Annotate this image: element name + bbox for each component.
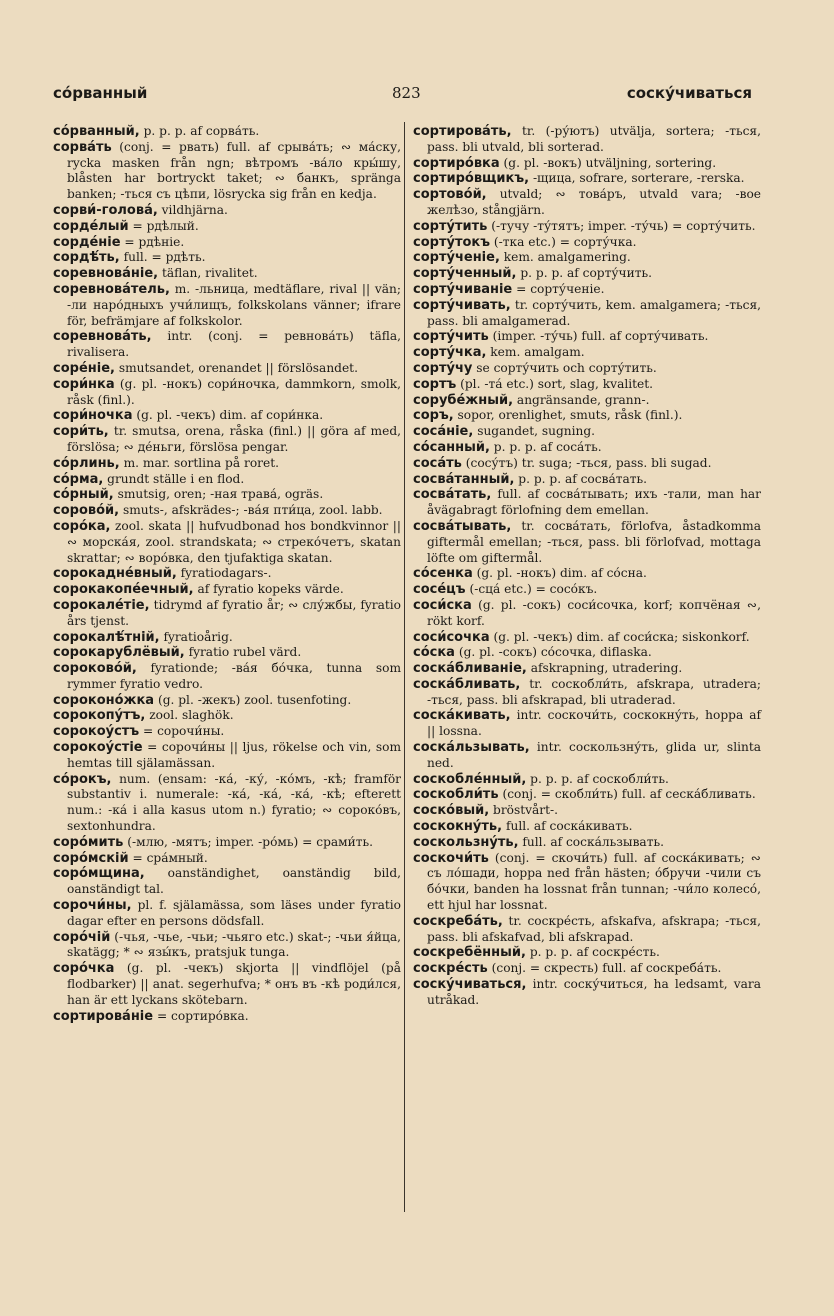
entry-headword: сосва́тать,: [413, 487, 492, 503]
entry-definition: (g. pl. -вокъ) utväljning, sortering.: [503, 155, 717, 170]
entry-definition: p. p. p. af сосва́тать.: [518, 471, 647, 486]
dictionary-entry: [53, 772, 401, 835]
entry-definition: full. af соска́льзывать.: [522, 834, 664, 849]
entry-definition: zool. slaghök.: [149, 708, 234, 723]
entry-headword: соска́бливаніе,: [413, 661, 527, 677]
dictionary-entry: [53, 645, 401, 661]
dictionary-entry: [53, 930, 401, 962]
entry-headword: сори́ть,: [53, 424, 109, 440]
entry-definition: p. p. p. af соскре́сть.: [529, 945, 660, 960]
entry-headword: соси́ска: [413, 597, 472, 613]
entry-definition: angränsande, grann-.: [516, 392, 650, 407]
entry-definition: oanständighet, oanständig bild, oanständigt tal.: [67, 866, 401, 897]
entry-headword: сорокале́тіе,: [53, 597, 150, 613]
entry-headword: сори́нка: [53, 376, 115, 392]
dictionary-entry: [413, 235, 761, 251]
entry-headword: со́сенка: [413, 566, 473, 582]
entry-headword: сорокадне́вный,: [53, 566, 177, 582]
dictionary-entry: [53, 630, 401, 646]
entry-definition: intr. соскользну́ть, glida ur, slinta ned.: [427, 740, 761, 770]
right-column: [413, 124, 761, 1009]
entry-definition: (g. pl. -жекъ) zool. tusenfoting.: [157, 692, 352, 707]
dictionary-entry: [413, 456, 761, 472]
dictionary-entry: [413, 266, 761, 282]
dictionary-entry: [413, 772, 761, 788]
entry-headword: соревнова́ть,: [53, 329, 152, 345]
dictionary-entry: [413, 566, 761, 582]
entry-definition: p. p. p. af соскобли́ть.: [530, 771, 669, 786]
dictionary-entry: [53, 235, 401, 251]
dictionary-entry: [53, 661, 401, 693]
dictionary-entry: [53, 377, 401, 409]
entry-definition: = сорочи́ны.: [143, 724, 225, 739]
entry-headword: со́рный,: [53, 487, 114, 503]
dictionary-entry: [53, 408, 401, 424]
entry-headword: сорокакопе́ечный,: [53, 582, 194, 598]
dictionary-entry: [53, 851, 401, 867]
entry-headword: соро́чка: [53, 961, 115, 977]
entry-headword: сорту́чу: [413, 360, 473, 376]
dictionary-entry: [53, 250, 401, 266]
entry-definition: tr. соскобли́ть, afskrapa, utradera; -ться, pass. bli afskrapad, bli utraderad.: [427, 676, 761, 707]
dictionary-entry: [413, 171, 761, 187]
dictionary-entry: [53, 519, 401, 566]
dictionary-entry: [53, 140, 401, 203]
entry-definition: (g. pl. -чекъ) skjorta || vindflöjel (på flodbarker) || anat. segerhufva; * онъ въ -кѣ роди́лся, han är ett lyckans skötebarn.: [67, 961, 401, 1007]
entry-headword: coса́ніе,: [413, 424, 474, 440]
header-right-headword: соску́чиваться: [626, 84, 752, 102]
entry-definition: = сорочи́ны || ljus, rökelse och vin, som hemtas till själamässan.: [67, 740, 402, 770]
entry-definition: (conj. = скочи́ть) full. af соска́кивать; ∾ съ ло́шади, hoppa ned från hästen; о́бручи -чили съ бо́чки, banden ha lossnat från tunnan; -чи́ло колесо́, ett hjul har lossnat.: [427, 850, 762, 913]
entry-definition: tr. smutsa, orena, råska (finl.) || göra af med, förslösa; ∾ де́ньги, förslösa pengar.: [67, 424, 402, 454]
entry-definition: m. -льница, medtäflare, rival || vän; -ли наро́дныхъ учи́лищъ, folkskolans vänner; ifrare för, befrämjare af folkskolor.: [67, 281, 401, 328]
dictionary-entry: [413, 851, 761, 914]
dictionary-entry: [53, 282, 401, 329]
entry-headword: сороконо́жка: [53, 692, 155, 708]
dictionary-entry: [53, 708, 401, 724]
entry-definition: (-тучу -ту́тятъ; imper. -ту́чь) = сорту́чить.: [491, 218, 756, 233]
dictionary-entry: [413, 393, 761, 409]
entry-definition: full. af соска́кивать.: [505, 819, 633, 834]
dictionary-entry: [53, 266, 401, 282]
entry-headword: со́рванный,: [53, 124, 140, 139]
entry-definition: = сра́мный.: [132, 850, 208, 865]
dictionary-entry: [53, 456, 401, 472]
entry-definition: (pl. -та́ etc.) sort, slag, kvalitet.: [460, 376, 654, 391]
page-number: 823: [392, 84, 421, 102]
dictionary-entry: [53, 898, 401, 930]
dictionary-entry: [413, 677, 761, 709]
entry-headword: сортирова́ть,: [413, 124, 512, 139]
entry-definition: smutsig, oren; -ная трава́, ogräs.: [117, 487, 324, 502]
entry-headword: соро́мщина,: [53, 866, 145, 882]
entry-definition: intr. (conj. = ревнова́ть) täfla, rivalisera.: [67, 329, 401, 360]
entry-definition: (-тка etc.) = сорту́чка.: [493, 234, 637, 249]
entry-definition: (-чья, -чье, -чьи; -чьяго etc.) skat-; -чьи я́йца, skatägg; * ∾ язы́къ, pratsjuk tunga.: [67, 929, 402, 960]
entry-definition: bröstvårt-.: [493, 803, 558, 818]
entry-headword: сорде́лый: [53, 218, 129, 234]
left-column: [53, 124, 401, 1024]
entry-definition: = рдѣніе.: [124, 234, 185, 249]
entry-definition: tr. соскре́сть, afskafva, afskrapa; -ться, pass. bli afskafvad, bli afskrapad.: [427, 913, 761, 944]
entry-definition: utvald; ∾ това́ръ, utvald vara; -вое желѣзо, stångjärn.: [427, 187, 761, 217]
dictionary-entry: [413, 977, 761, 1009]
entry-definition: kem. amalgamering.: [503, 250, 631, 265]
dictionary-entry: [53, 424, 401, 456]
entry-headword: сорубе́жный,: [413, 392, 514, 408]
entry-definition: (-млю, -мятъ; imper. -ро́мь) = срами́ть.: [127, 834, 374, 849]
dictionary-entry: [413, 645, 761, 661]
dictionary-entry: [413, 124, 761, 156]
dictionary-entry: [413, 708, 761, 740]
entry-headword: соскользну́ть,: [413, 834, 519, 850]
entry-headword: сорту́чить: [413, 329, 489, 345]
entry-headword: сорви́-голова́,: [53, 202, 158, 218]
entry-headword: сорокоу́стъ: [53, 724, 140, 740]
entry-definition: fyrationde; -ва́я бо́чка, tunna som rymmer fyratio vedro.: [67, 661, 401, 691]
dictionary-entry: [53, 866, 401, 898]
entry-headword: сорокоу́стіе: [53, 740, 143, 756]
dictionary-entry: [413, 598, 761, 630]
dictionary-entry: [413, 961, 761, 977]
dictionary-entry: [413, 945, 761, 961]
dictionary-entry: [413, 582, 761, 598]
entry-definition: (conj. = скресть) full. af соскреба́ть.: [491, 961, 722, 976]
dictionary-entry: [413, 377, 761, 393]
dictionary-entry: [413, 835, 761, 851]
dictionary-entry: [413, 440, 761, 456]
dictionary-entry: [413, 156, 761, 172]
dictionary-entry: [413, 187, 761, 219]
entry-headword: со́рокъ,: [53, 771, 112, 787]
entry-definition: smutsandet, orenandet || förslösandet.: [118, 360, 358, 375]
entry-definition: full. af сосва́тывать; ихъ -тали, man har åvägabragt förlofning dem emellan.: [427, 487, 762, 518]
entry-headword: соръ,: [413, 408, 454, 424]
dictionary-entry: [413, 819, 761, 835]
entry-definition: p. p. p. af сорва́ть.: [143, 124, 260, 138]
dictionary-entry: [413, 740, 761, 772]
dictionary-entry: [413, 219, 761, 235]
entry-headword: соско́вый,: [413, 803, 490, 819]
dictionary-entry: [53, 566, 401, 582]
entry-headword: сорту́чиваніе: [413, 281, 513, 297]
entry-headword: сорту́ченіе,: [413, 250, 500, 266]
entry-definition: (g. pl. -сокъ) со́сочка, diflaska.: [458, 645, 652, 660]
entry-definition: sugandet, sugning.: [477, 424, 596, 439]
dictionary-entry: [413, 361, 761, 377]
header-left-headword: со́рванный: [53, 84, 148, 102]
dictionary-entry: [53, 472, 401, 488]
entry-headword: сорокопу́тъ,: [53, 708, 146, 724]
entry-definition: tr. сосва́тать, förlofva, åstadkomma giftermål emellan; -ться, pass. bli förlofvad, mottaga löfte om giftermål.: [427, 518, 761, 565]
dictionary-entry: [53, 740, 401, 772]
entry-headword: соро́мскій: [53, 850, 129, 866]
entry-headword: сорту́тить: [413, 218, 488, 234]
entry-headword: сортово́й,: [413, 187, 487, 203]
dictionary-entry: [413, 282, 761, 298]
entry-headword: соре́ніе,: [53, 360, 115, 376]
entry-definition: fyratiodagars-.: [180, 566, 272, 581]
dictionary-entry: [413, 661, 761, 677]
entry-headword: со́рлинь,: [53, 455, 120, 471]
entry-definition: intr. соску́читься, ha ledsamt, vara utråkad.: [427, 977, 761, 1007]
entry-definition: (imper. -ту́чь) full. af сорту́чивать.: [492, 329, 709, 344]
entry-definition: afskrapning, utradering.: [530, 661, 683, 676]
entry-definition: (g. pl. -сокъ) соси́сочка, korf; копчёная ∾, rökt korf.: [427, 597, 761, 628]
entry-definition: -щица, sofrare, sorterare, -rerska.: [532, 171, 745, 186]
dictionary-entry: [53, 693, 401, 709]
entry-definition: täflan, rivalitet.: [161, 266, 258, 281]
entry-headword: соскреба́ть,: [413, 913, 503, 929]
entry-headword: соскобли́ть: [413, 787, 499, 803]
entry-definition: sopor, orenlighet, smuts, råsk (finl.).: [457, 408, 683, 423]
dictionary-entry: [53, 361, 401, 377]
dictionary-entry: [413, 472, 761, 488]
dictionary-entry: [53, 124, 401, 140]
entry-definition: = сортиро́вка.: [156, 1008, 249, 1023]
entry-headword: соро́чій: [53, 929, 111, 945]
dictionary-entry: [53, 487, 401, 503]
entry-definition: (g. pl. -чекъ) dim. af соси́ска; siskonkorf.: [493, 629, 750, 644]
entry-headword: сордѣ́ть,: [53, 250, 120, 266]
entry-headword: со́санный,: [413, 439, 490, 455]
entry-headword: соскребённый,: [413, 945, 526, 961]
entry-headword: соро́мить: [53, 834, 124, 850]
dictionary-entry: [413, 298, 761, 330]
entry-headword: сори́ночка: [53, 408, 133, 424]
dictionary-entry: [413, 630, 761, 646]
dictionary-entry: [53, 503, 401, 519]
entry-headword: соскобле́нный,: [413, 771, 527, 787]
entry-headword: соска́бливать,: [413, 676, 521, 692]
entry-definition: af fyratio kopeks värde.: [197, 582, 344, 597]
dictionary-entry: [413, 424, 761, 440]
dictionary-entry: [413, 250, 761, 266]
entry-definition: p. p. p. af соса́ть.: [493, 439, 602, 454]
entry-definition: smuts-, afskrädes-; -ва́я пти́ца, zool. labb.: [122, 503, 383, 518]
dictionary-entry: [413, 803, 761, 819]
entry-headword: сорово́й,: [53, 503, 120, 519]
dictionary-entry: [413, 787, 761, 803]
entry-definition: m. mar. sortlina på roret.: [123, 455, 279, 470]
entry-definition: (conj. = скобли́ть) full. af сеска́бливать.: [502, 787, 756, 802]
entry-definition: pl. f. själamässa, som läses under fyratio dagar efter en persons dödsfall.: [67, 898, 401, 928]
dictionary-entry: [53, 582, 401, 598]
dictionary-entry: [53, 598, 401, 630]
entry-headword: сорту́токъ: [413, 234, 491, 250]
entry-definition: (-сца́ etc.) = сосо́къ.: [469, 582, 598, 597]
entry-headword: соскочи́ть: [413, 850, 489, 866]
entry-definition: se сорту́чить och сорту́тить.: [476, 360, 657, 375]
entry-definition: full. = рдѣть.: [123, 250, 206, 265]
entry-definition: = сорту́ченіе.: [516, 281, 605, 296]
entry-definition: intr. соскочи́ть, соскокну́ть, hoppa af || lossna.: [427, 708, 762, 739]
entry-headword: соскре́сть: [413, 961, 488, 977]
dictionary-entry: [53, 203, 401, 219]
entry-definition: kem. amalgam.: [490, 345, 585, 360]
entry-headword: сорту́чивать,: [413, 297, 511, 313]
dictionary-entry: [53, 835, 401, 851]
entry-headword: сорва́ть: [53, 139, 112, 155]
entry-definition: grundt ställe i en flod.: [107, 471, 245, 486]
entry-definition: = рдѣлый.: [132, 218, 199, 233]
dictionary-entry: [53, 219, 401, 235]
dictionary-entry: [53, 329, 401, 361]
entry-headword: соску́чиваться,: [413, 977, 527, 993]
entry-definition: (g. pl. -нокъ) сори́ночка, dammkorn, smolk, råsk (finl.).: [67, 376, 402, 407]
entry-definition: tr. сорту́чить, kem. amalgamera; -ться, pass. bli amalgamerad.: [427, 297, 762, 328]
dictionary-entry: [413, 408, 761, 424]
entry-definition: (g. pl. -нокъ) dim. af со́сна.: [476, 566, 647, 581]
entry-headword: сортиро́вка: [413, 155, 500, 171]
entry-definition: fyratio rubel värd.: [188, 645, 302, 660]
entry-headword: сорокалѣ́тній,: [53, 629, 160, 645]
entry-headword: сорту́ченный,: [413, 266, 517, 282]
entry-headword: со́ска: [413, 645, 455, 661]
entry-definition: (сосу́тъ) tr. suga; -ться, pass. bli sugad.: [465, 455, 712, 470]
entry-headword: сортирова́ніе: [53, 1008, 154, 1024]
entry-headword: сорочи́ны,: [53, 898, 132, 914]
dictionary-entry: [413, 329, 761, 345]
entry-headword: соси́сочка: [413, 629, 490, 645]
entry-headword: сорде́ніе: [53, 234, 121, 250]
entry-headword: соска́льзывать,: [413, 740, 530, 756]
dictionary-entry: [53, 724, 401, 740]
dictionary-entry: [53, 961, 401, 1008]
page-header: [0, 80, 834, 110]
column-divider: [404, 122, 405, 1212]
entry-headword: сосва́тывать,: [413, 518, 512, 534]
entry-definition: vildhjärna.: [161, 202, 228, 217]
entry-headword: соревнова́тель,: [53, 281, 170, 297]
entry-definition: tidrymd af fyratio år; ∾ слу́жбы, fyratio års tjenst.: [67, 597, 402, 628]
entry-definition: (g. pl. -чекъ) dim. af сори́нка.: [136, 408, 324, 423]
entry-headword: сортъ: [413, 376, 457, 392]
entry-definition: tr. (-ру́ютъ) utvälja, sortera; -ться, pass. bli utvald, bli sorterad.: [427, 124, 761, 154]
entry-definition: zool. skata || hufvudbonad hos bondkvinnor || ∾ морска́я, zool. strandskata; ∾ стреко́четъ, skatan skrattar; ∾ воро́вка, den tjufaktiga skatan.: [67, 518, 401, 565]
dictionary-entry: [53, 1009, 401, 1025]
dictionary-entry: [413, 519, 761, 566]
entry-definition: fyratioårig.: [163, 629, 233, 644]
entry-definition: num. (ensam: -ка́, -ку́, -ко́мъ, -кѣ; framför substantiv i. numerale: -ка́, -ка́, -ка́, -кѣ; efterett num.: -ка́ i alla kasus utom n.) fyratio; ∾ сороко́въ, sextonhundra.: [67, 771, 402, 834]
entry-headword: соса́ть: [413, 455, 462, 471]
entry-headword: соревнова́ніе,: [53, 266, 159, 282]
entry-headword: соро́ка,: [53, 518, 111, 534]
entry-headword: сортиро́вщикъ,: [413, 171, 530, 187]
entry-headword: со́рма,: [53, 471, 104, 487]
dictionary-entry: [413, 487, 761, 519]
entry-headword: соска́кивать,: [413, 708, 511, 724]
entry-headword: сорту́чка,: [413, 345, 487, 361]
entry-headword: сосва́танный,: [413, 471, 515, 487]
entry-definition: (conj. = рвать) full. af срыва́ть; ∾ ма́ску, rycka masken från ngn; вѣтромъ -ва́ло кры́шу, blåsten har bortryckt taket; ∾ банкъ, spränga banken; -ться съ цѣпи, lösrycka sig från en kedja.: [67, 139, 401, 202]
entry-headword: сосе́цъ: [413, 582, 466, 598]
dictionary-entry: [413, 914, 761, 946]
entry-headword: соскокну́ть,: [413, 819, 503, 835]
entry-headword: сорокарублёвый,: [53, 645, 185, 661]
entry-definition: p. p. p. af сорту́чить.: [520, 266, 652, 281]
dictionary-entry: [413, 345, 761, 361]
entry-headword: сороково́й,: [53, 661, 137, 677]
